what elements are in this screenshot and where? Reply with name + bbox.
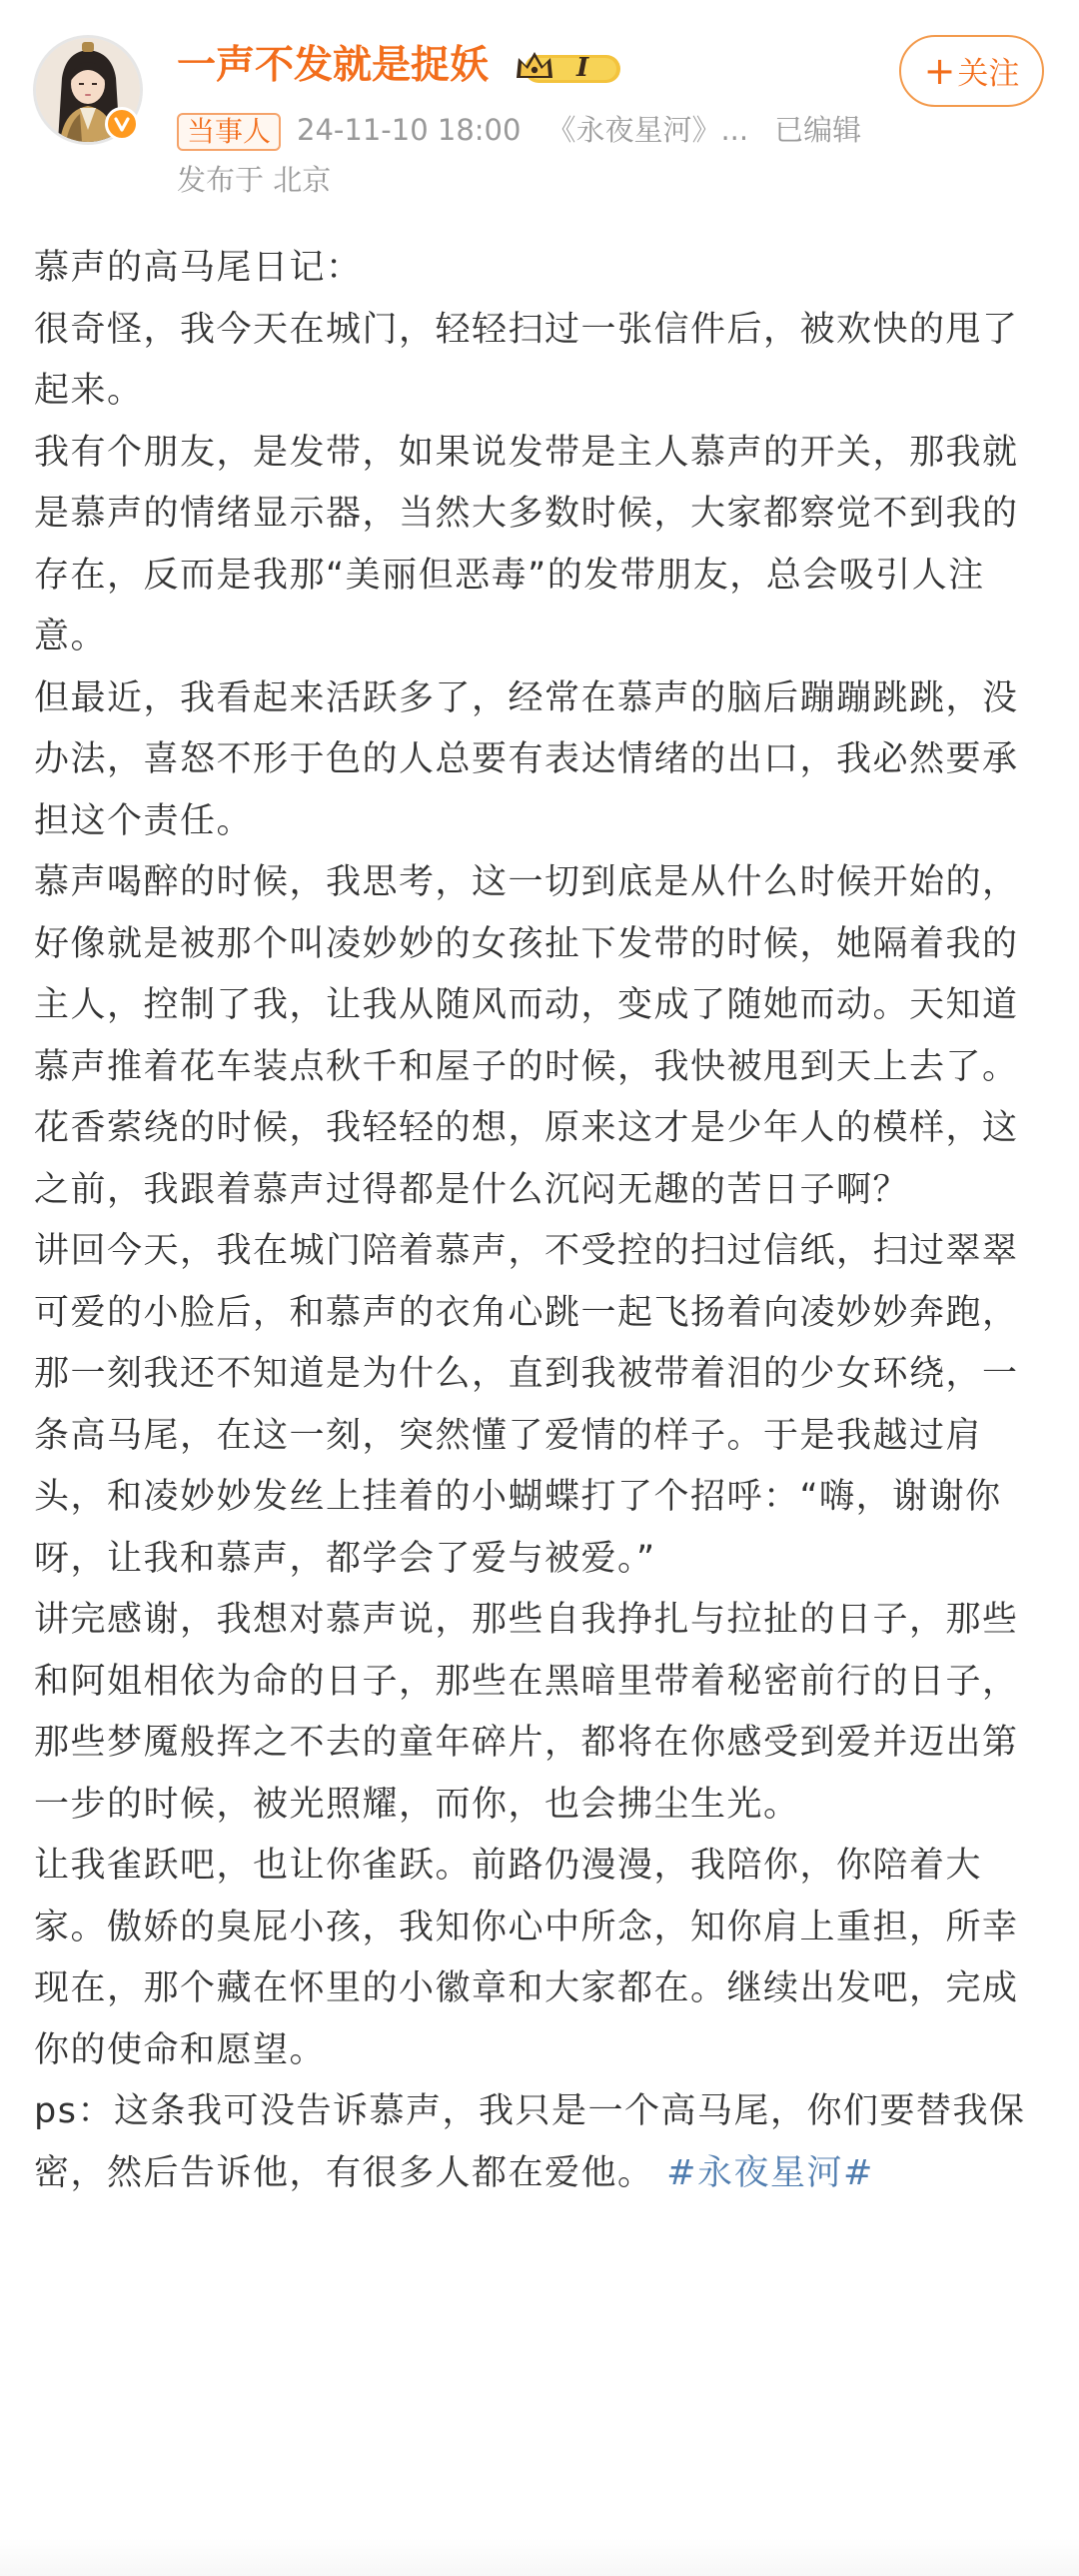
edited-label[interactable]: 已编辑 xyxy=(774,113,862,147)
level-badge[interactable] xyxy=(515,48,624,88)
post-paragraph: 慕声的高马尾日记： xyxy=(34,248,363,288)
post-paragraph: 慕声喝醉的时候，我思考，这一切到底是从什么时候开始的，好像就是被那个叫凌妙妙的女孩扯下发带的时候，她隔着我的主人，控制了我，让我从随风而动，变成了随她而动。天知道慕声推着花车装点秋千和屋子的时候，我快被甩到天上去了。 xyxy=(34,862,1019,1087)
post-meta xyxy=(177,110,861,150)
ps-text: ps：这条我可没告诉慕声，我只是一个高马尾，你们要替我保密，然后告诉他，有很多人都在爱他。 xyxy=(34,2091,1026,2193)
post-paragraph: 让我雀跃吧，也让你雀跃。前路仍漫漫，我陪你，你陪着大家。傲娇的臭屁小孩，我知你心中所念，知你肩上重担，所幸现在，那个藏在怀里的小徽章和大家都在。继续出发吧，完成你的使命和愿望。 xyxy=(34,1846,1019,2070)
post-header xyxy=(0,0,1079,220)
follow-label: 关注 xyxy=(957,56,1020,92)
username[interactable]: 一声不发就是捉妖 xyxy=(177,43,490,88)
post-location: 发布于 北京 xyxy=(177,163,332,197)
post-paragraph: 但最近，我看起来活跃多了，经常在慕声的脑后蹦蹦跳跳，没办法，喜怒不形于色的人总要有表达情绪的出口，我必然要承担这个责任。 xyxy=(34,677,1019,841)
post-paragraph: 讲回今天，我在城门陪着慕声，不受控的扫过信纸，扫过翠翠可爱的小脸后，和慕声的衣角心跳一起飞扬着向凌妙妙奔跑，那一刻我还不知道是为什么，直到我被带着泪的少女环绕，一条高马尾，在这一刻，突然懂了爱情的样子。于是我越过肩头，和凌妙妙发丝上挂着的小蝴蝶打了个招呼：“嗨，谢谢你呀，让我和慕声，都学会了爱与被爱。” xyxy=(34,1231,1019,1579)
avatar-container[interactable] xyxy=(33,35,143,145)
post-paragraph-last xyxy=(34,2081,1053,2204)
plus-icon: + xyxy=(923,49,956,93)
verified-v-icon xyxy=(105,107,139,141)
post-paragraph: 讲完感谢，我想对慕声说，那些自我挣扎与拉扯的日子，那些和阿姐相依为命的日子，那些在黑暗里带着秘密前行的日子，那些梦魇般挥之不去的童年碎片，都将在你感受到爱并迈出第一步的时候，被光照耀，而你，也会拂尘生光。 xyxy=(34,1600,1019,1825)
post-paragraph: 我有个朋友，是发带，如果说发带是主人慕声的开关，那我就是慕声的情绪显示器，当然大多数时候，大家都察觉不到我的存在，反而是我那“美丽但恶毒”的发带朋友，总会吸引人注意。 xyxy=(34,432,1019,656)
post-paragraph: 花香萦绕的时候，我轻轻的想，原来这才是少年人的模样，这之前，我跟着慕声过得都是什么沉闷无趣的苦日子啊？ xyxy=(34,1108,1019,1210)
level-label: I xyxy=(576,53,589,83)
post-body xyxy=(34,238,1053,2204)
participant-tag: 当事人 xyxy=(177,113,281,151)
follow-button[interactable] xyxy=(899,35,1044,107)
topic-hashtag-link[interactable]: #永夜星河# xyxy=(666,2152,874,2193)
post-timestamp: 24-11-10 18:00 xyxy=(297,113,522,147)
post-source[interactable]: 《永夜星河》... xyxy=(546,113,749,147)
crown-level-icon xyxy=(515,48,624,88)
bottom-divider xyxy=(0,2538,1079,2576)
post-paragraph: 很奇怪，我今天在城门，轻轻扫过一张信件后，被欢快的甩了起来。 xyxy=(34,309,1019,411)
